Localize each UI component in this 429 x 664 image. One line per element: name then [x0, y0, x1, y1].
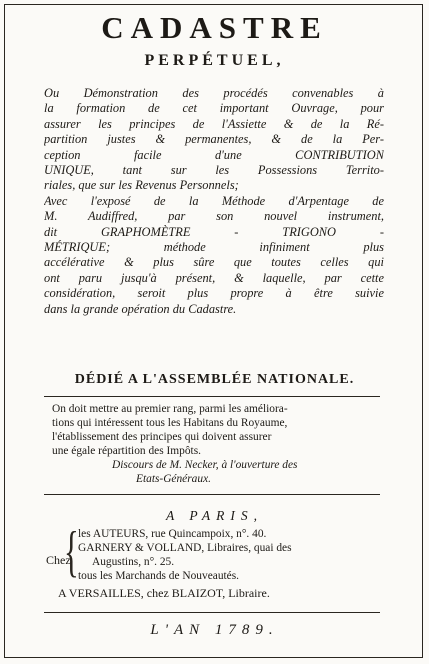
description-line: M. Audiffred, par son nouvel instrument, — [44, 209, 384, 224]
seller-line: Augustins, n°. 25. — [92, 556, 175, 568]
epigraph-source-2: Etats-Généraux. — [136, 473, 211, 485]
description-line: riales, que sur les Revenus Personnels; — [44, 178, 239, 193]
divider — [44, 396, 380, 397]
description-line: dit GRAPHOMÈTRE - TRIGONO - — [44, 224, 384, 239]
epigraph — [52, 402, 382, 486]
seller-list — [78, 527, 384, 583]
description-line: ception facile d'une CONTRIBUTION — [44, 147, 384, 162]
description-line: considération, seroit plus propre à être suivie — [44, 286, 384, 301]
divider — [44, 494, 380, 495]
imprint-versailles: A VERSAILLES, chez BLAIZOT, Libraire. — [58, 586, 270, 600]
epigraph-line: tions qui intéressent tous les Habitans du Royaume, — [52, 417, 288, 429]
description-line: partition justes & permanentes, & de la Per- — [44, 132, 384, 147]
description-line: Ou Démonstration des procédés convenables à — [44, 86, 384, 100]
seller-line: tous les Marchands de Nouveautés. — [78, 570, 240, 582]
divider — [44, 612, 380, 613]
description-line: UNIQUE, tant sur les Possessions Territo- — [44, 163, 384, 178]
description-line: ont paru jusqu'à présent, & laquelle, par cette — [44, 270, 384, 285]
dedication: DÉDIÉ A L'ASSEMBLÉE NATIONALE. — [74, 372, 355, 387]
epigraph-line: l'établissement des principes qui doivent assurer — [52, 431, 272, 443]
description-line: la formation de cet important Ouvrage, pour — [44, 101, 384, 116]
description-line: dans la grande opération du Cadastre. — [44, 301, 237, 316]
brace-glyph: { — [64, 521, 79, 583]
epigraph-line: une égale répartition des Impôts. — [52, 445, 201, 457]
page-title: CADASTRE — [101, 10, 328, 45]
seller-line: GARNERY & VOLLAND, Libraires, quai des — [78, 542, 292, 554]
description-line: assurer les principes de l'Assiette & de la Ré- — [44, 116, 384, 131]
publication-year: L'AN 1789. — [150, 622, 279, 638]
imprint-chez: Chez — [46, 553, 71, 567]
page-subtitle: PERPÉTUEL, — [144, 52, 285, 69]
epigraph-line: On doit mettre au premier rang, parmi les améliora- — [52, 403, 288, 415]
description-line: accélérative & plus sûre que toutes celles qui — [44, 255, 384, 270]
epigraph-source: Discours de M. Necker, à l'ouverture des — [112, 459, 298, 471]
description-block — [44, 86, 384, 317]
description-line: Avec l'exposé de la Méthode d'Arpentage de — [44, 193, 384, 208]
seller-line: les AUTEURS, rue Quincampoix, n°. 40. — [78, 528, 267, 540]
description-line: MÉTRIQUE; méthode infiniment plus — [44, 240, 384, 255]
imprint-city: A PARIS, — [166, 508, 263, 523]
